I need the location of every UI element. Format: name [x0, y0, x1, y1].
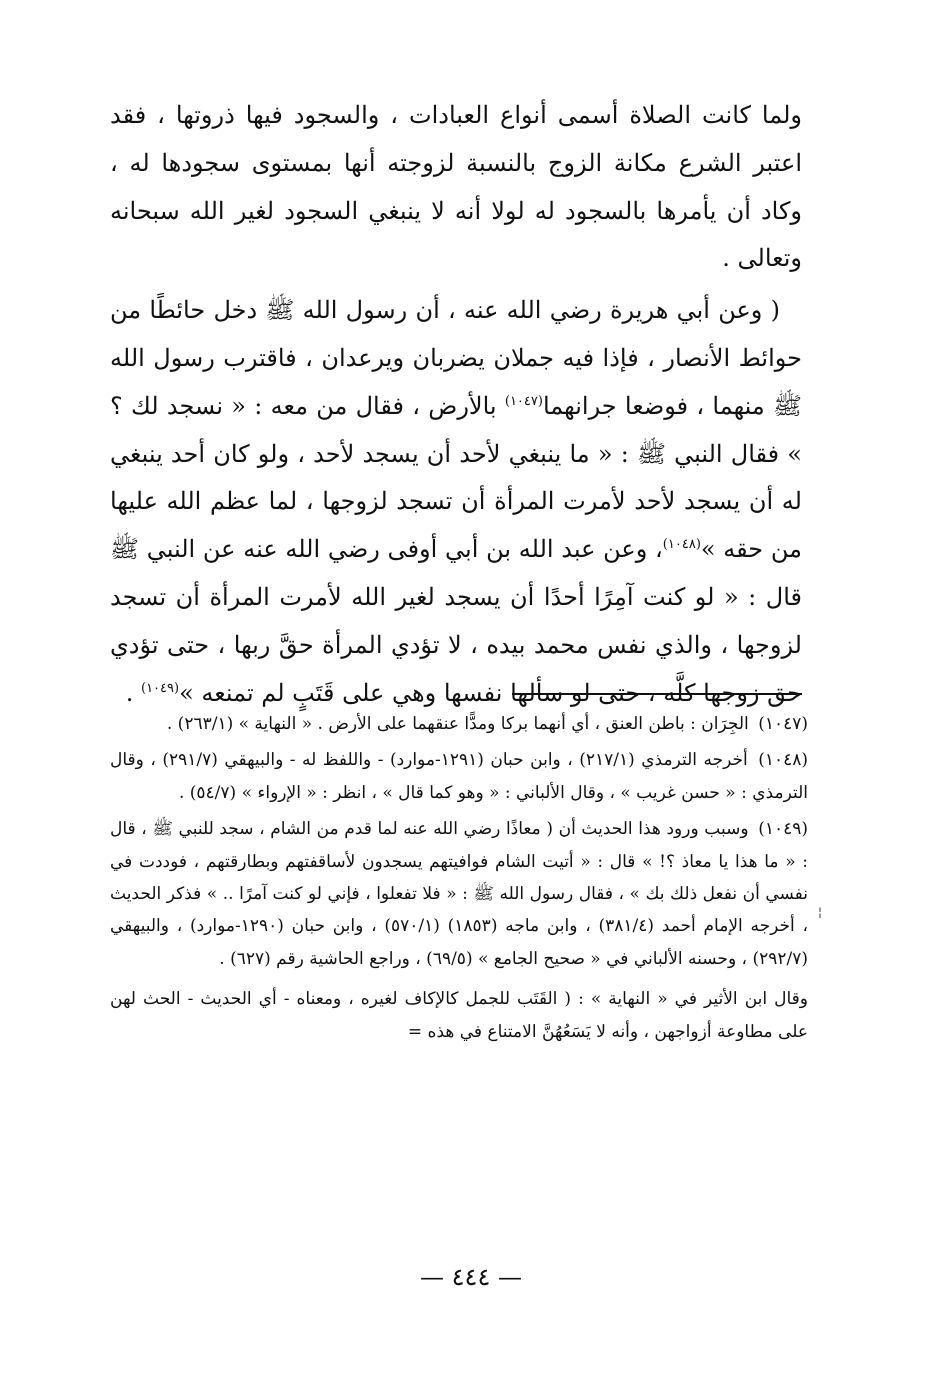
paragraph-text: بالأرض ، فقال من معه : « نسجد لك ؟ » فقال النبي ﷺ : « ما ينبغي لأحد أن يسجد لأحد ، ولو كان أحد ينبغي له أن يسجد لأحد لأمرت المرأة أن تسجد لزوجها ، لما عظم الله عليها من حقه » — [110, 391, 802, 564]
margin-mark: ¦ — [818, 905, 823, 919]
footnote-continuation: وقال ابن الأثير في « النهاية » : ( القَتَب للجمل كالإكاف لغيره ، ومعناه - أي الحديث - الحث لهن على مطاوعة أزواجهن ، وأنه لا يَسَعُهُنَّ الامتناع في هذه = — [110, 989, 808, 1042]
footnote-number: (١٠٤٩) — [758, 819, 809, 840]
footnote — [110, 813, 808, 975]
footnote-text: أخرجه الترمذي (٢١٧/١) ، وابن حبان (١٢٩١-موارد) - واللفظ له - والبيهقي (٢٩١/٧) ، وقال الترمذي : « حسن غريب » ، وقال الألباني : « وهو كما قال » ، انظر : « الإرواء » (٥٤/٧) . — [110, 750, 808, 803]
footnotes-section — [110, 708, 808, 1052]
footnote-marker: (١٠٤٨) — [662, 537, 701, 553]
footnote-text: وسبب ورود هذا الحديث أن ( معاذًا رضي الله عنه لما قدم من الشام ، سجد للنبي ﷺ ، قال : « ما هذا يا معاذ ؟! » قال : « أتيت الشام فوافيتهم يسجدون لأساقفتهم وبطارقتهم ، فوددت في نفسي أن نفعل ذلك بك » ، فقال رسول الله ﷺ : « فلا تفعلوا ، فإني لو كنت آمرًا .. » فذكر الحديث ، أخرجه الإمام أحمد (٣٨١/٤) ، وابن ماجه (١٨٥٣) (٥٧٠/١) ، وابن حبان (١٢٩٠-موارد) ، والبيهقي (٢٩٢/٧) ، وحسنه الألباني في « صحيح الجامع » (٦٩/٥) ، وراجع الحاشية رقم (٦٢٧) . — [110, 819, 809, 969]
footnote-text: الجِرَان : باطن العنق ، أي أنهما بركا ومدًّا عنقهما على الأرض . « النهاية » (٢٦٣/١) . — [166, 714, 749, 734]
footnote-divider — [512, 693, 802, 695]
paragraph-text: ، وعن عبد الله بن أبي أوفى رضي الله عنه عن النبي ﷺ قال : « لو كنت آمِرًا أحدًا أن يسجد لغير الله لأمرت المرأة أن تسجد لزوجها ، والذي نفس محمد بيده ، لا تؤدي المرأة حقَّ ربها ، حتى تؤدي حق زوجها كلَّه ، حتى لو سألها نفسها وهي على قَتَبٍ لم تمنعه » — [110, 535, 802, 707]
footnote-number: (١٠٤٧) — [758, 714, 808, 734]
paragraph — [110, 92, 802, 283]
footnote — [110, 708, 808, 740]
paragraph-text: ولما كانت الصلاة أسمى أنواع العبادات ، والسجود فيها ذروتها ، فقد اعتبر الشرع مكانة الزوج بالنسبة لزوجته أنها بمستوى سجودها له ، وكاد أن يأمرها بالسجود له لولا أنه لا ينبغي السجود لغير الله سبحانه وتعالى . — [110, 101, 802, 273]
paragraph — [110, 287, 802, 717]
main-text — [110, 92, 802, 717]
paragraph-text: . — [125, 678, 141, 707]
paragraph-text: ( وعن أبي هريرة رضي الله عنه ، أن رسول الله ﷺ دخل حائطًا من حوائط الأنصار ، فإذا فيه جملان يضربان ويرعدان ، فاقترب رسول الله ﷺ منهما ، فوضعا جرانهما — [110, 296, 802, 420]
page-number: — ٤٤٤ — — [420, 1263, 522, 1291]
footnote-marker: (١٠٤٧) — [504, 393, 543, 409]
footnote — [110, 744, 808, 809]
footnote-marker: (١٠٤٩) — [140, 680, 180, 696]
footnote-number: (١٠٤٨) — [758, 750, 808, 771]
